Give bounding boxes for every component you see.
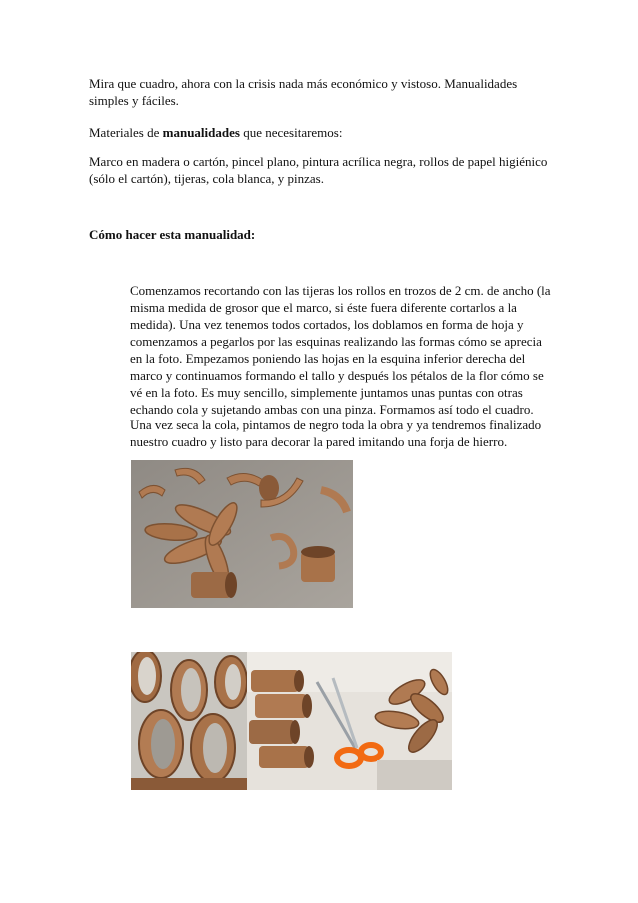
materials-heading-keyword: manualidades <box>162 125 240 140</box>
instruction-line: misma medida de grosor que el marco, si éste fuera diferente cortarlos a la <box>130 300 517 315</box>
cardboard-flower-photo <box>131 460 353 608</box>
materials-heading-prefix: Materiales de <box>89 125 163 140</box>
materials-line-1: Marco en madera o cartón, pincel plano, pintura acrílica negra, rollos de papel higiénico <box>89 154 548 169</box>
cardboard-flower-illustration <box>131 460 353 608</box>
intro-line-2: simples y fáciles. <box>89 93 179 108</box>
cardboard-rings-photo <box>131 652 247 790</box>
how-to-heading: Cómo hacer esta manualidad: <box>89 227 256 242</box>
scissors-and-rolls-photo <box>247 652 452 790</box>
instruction-line: echando cola y sujetando ambas con una pinza. Formamos así todo el cuadro. <box>130 402 534 417</box>
materials-heading-suffix: que necesitaremos: <box>239 125 343 140</box>
cardboard-rings-illustration <box>131 652 247 790</box>
finish-line: Una vez seca la cola, pintamos de negro toda la obra y ya tendremos finalizado <box>130 417 542 432</box>
instruction-line: vé en la foto. Es muy sencillo, simplemente juntamos unas puntas con otras <box>130 385 523 400</box>
scissors-and-rolls-illustration <box>247 652 452 790</box>
instruction-line: en la foto. Empezamos poniendo las hojas en la esquina inferior derecha del <box>130 351 526 366</box>
instruction-line: Comenzamos recortando con las tijeras los rollos en trozos de 2 cm. de ancho (la <box>130 283 551 298</box>
instruction-line: medida). Una vez tenemos todos cortados, los doblamos en forma de hoja y <box>130 317 524 332</box>
instruction-line: comenzamos a pegarlos por las esquinas realizando las formas cómo se aprecia <box>130 334 542 349</box>
intro-line-1: Mira que cuadro, ahora con la crisis nada más económico y vistoso. Manualidades <box>89 76 518 91</box>
finish-line: nuestro cuadro y listo para decorar la pared imitando una forja de hierro. <box>130 434 508 449</box>
materials-heading <box>89 124 342 141</box>
materials-line-2: (sólo el cartón), tijeras, cola blanca, y pinzas. <box>89 171 324 186</box>
instruction-line: marco y continuamos formando el tallo y después los pétalos de la flor cómo se <box>130 368 544 383</box>
